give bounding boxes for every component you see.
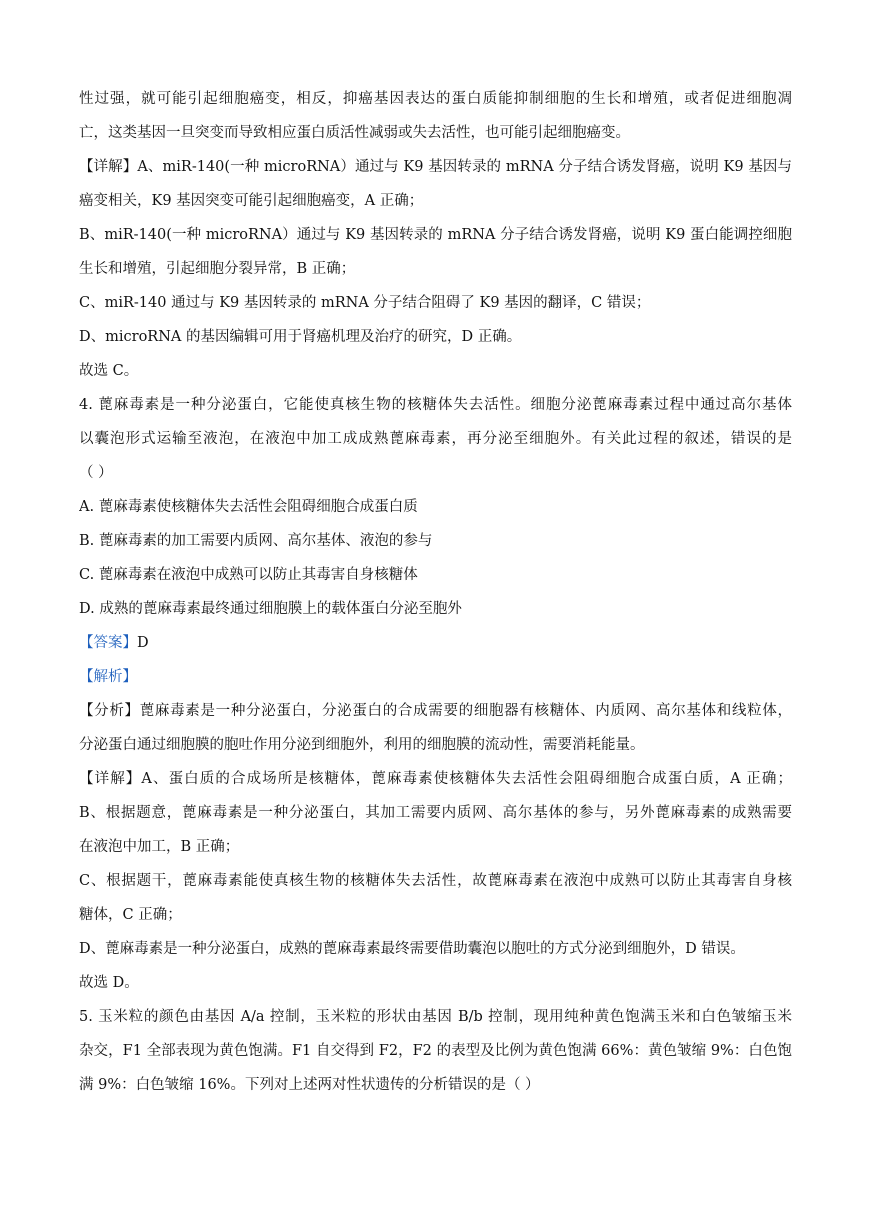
answer-line: 【答案】D: [79, 635, 149, 651]
question-5-stem: 杂交，F1 全部表现为黄色饱满。F1 自交得到 F2，F2 的表型及比例为黄色饱满 66%：黄色皱缩 9%：白色饱: [79, 1043, 792, 1059]
detail-line: 【详解】A、蛋白质的合成场所是核糖体，蓖麻毒素使核糖体失去活性会阻碍细胞合成蛋白质，A 正确；: [79, 771, 792, 787]
question-5-stem: 5. 玉米粒的颜色由基因 A/a 控制，玉米粒的形状由基因 B/b 控制，现用纯种黄色饱满玉米和白色皱缩玉米: [79, 1009, 792, 1025]
text-line: 糖体，C 正确；: [79, 907, 182, 923]
text-line: 生长和增殖，引起细胞分裂异常，B 正确；: [79, 261, 356, 277]
text-line: B、miR-140(一种 microRNA）通过与 K9 基因转录的 mRNA 分子结合诱发肾癌，说明 K9 蛋白能调控细胞: [79, 227, 792, 243]
option-d: D. 成熟的蓖麻毒素最终通过细胞膜上的载体蛋白分泌至胞外: [79, 601, 462, 617]
analysis-subtag: 【分析】: [79, 703, 140, 719]
text-line: C、miR-140 通过与 K9 基因转录的 mRNA 分子结合阻碍了 K9 基因的翻译，C 错误；: [79, 295, 651, 311]
text-line: 亡，这类基因一旦突变而导致相应蛋白质活性减弱或失去活性，也可能引起细胞癌变。: [79, 125, 630, 141]
text-line: 在液泡中加工，B 正确；: [79, 839, 240, 855]
conclusion-line: 故选 D。: [79, 975, 139, 991]
option-b: B. 蓖麻毒素的加工需要内质网、高尔基体、液泡的参与: [79, 533, 433, 549]
text-line: 性过强，就可能引起细胞癌变，相反，抑癌基因表达的蛋白质能抑制细胞的生长和增殖，或者促进细胞凋: [79, 91, 792, 107]
option-c: C. 蓖麻毒素在液泡中成熟可以防止其毒害自身核糖体: [79, 567, 418, 583]
question-5-stem: 满 9%：白色皱缩 16%。下列对上述两对性状遗传的分析错误的是（ ）: [79, 1077, 540, 1093]
text-line: 分泌蛋白通过细胞膜的胞吐作用分泌到细胞外，利用的细胞膜的流动性，需要消耗能量。: [79, 737, 645, 753]
text-line: 癌变相关，K9 基因突变可能引起细胞癌变，A 正确；: [79, 193, 424, 209]
answer-tag: 【答案】: [79, 635, 137, 651]
question-4-stem: 以囊泡形式运输至液泡，在液泡中加工成成熟蓖麻毒素，再分泌至细胞外。有关此过程的叙述，错误的是: [79, 431, 792, 447]
analysis-heading: [79, 667, 792, 687]
text-line: D、microRNA 的基因编辑可用于肾癌机理及治疗的研究，D 正确。: [79, 329, 522, 345]
detail-tag: 【详解】: [79, 159, 138, 175]
detail-line: 【详解】A、miR-140(一种 microRNA）通过与 K9 基因转录的 mRNA 分子结合诱发肾癌，说明 K9 基因与: [79, 159, 792, 175]
text-line: D、蓖麻毒素是一种分泌蛋白，成熟的蓖麻毒素最终需要借助囊泡以胞吐的方式分泌到细胞外，D 错误。: [79, 941, 745, 957]
analysis-line: 【分析】蓖麻毒素是一种分泌蛋白，分泌蛋白的合成需要的细胞器有核糖体、内质网、高尔基体和线粒体，: [79, 703, 792, 719]
detail-tag: 【详解】: [79, 771, 142, 787]
question-4-stem: 4. 蓖麻毒素是一种分泌蛋白，它能使真核生物的核糖体失去活性。细胞分泌蓖麻毒素过程中通过高尔基体: [79, 397, 792, 413]
analysis-tag: 【解析】: [79, 669, 137, 685]
answer-blank: （ ）: [79, 465, 113, 481]
text-line: C、根据题干，蓖麻毒素能使真核生物的核糖体失去活性，故蓖麻毒素在液泡中成熟可以防止其毒害自身核: [79, 873, 792, 889]
conclusion-line: 故选 C。: [79, 363, 139, 379]
option-a: A. 蓖麻毒素使核糖体失去活性会阻碍细胞合成蛋白质: [79, 499, 418, 515]
text-line: B、根据题意，蓖麻毒素是一种分泌蛋白，其加工需要内质网、高尔基体的参与，另外蓖麻毒素的成熟需要: [79, 805, 792, 821]
